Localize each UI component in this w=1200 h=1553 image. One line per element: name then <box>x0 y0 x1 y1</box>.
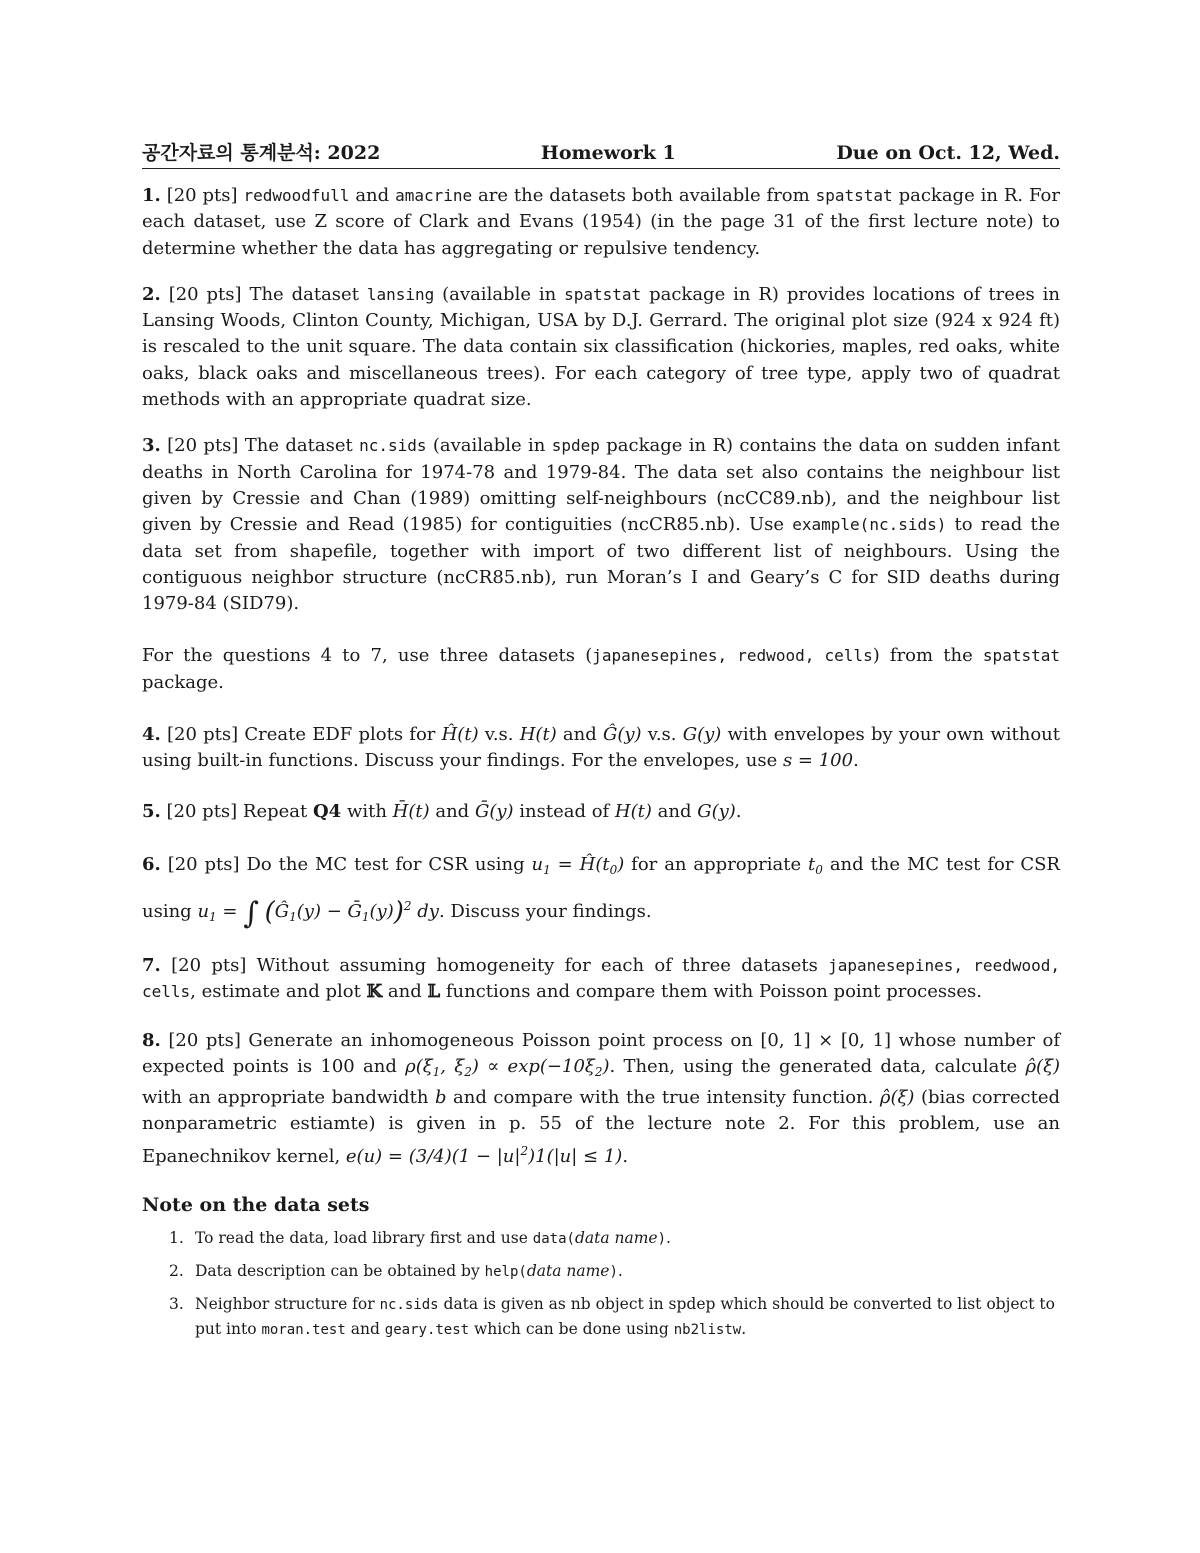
math-h-t: H(t) <box>519 724 557 746</box>
text: . Then, using the generated data, calculate <box>609 1055 1026 1077</box>
text: (available in <box>434 283 565 305</box>
code-snippet: geary.test <box>384 1322 470 1339</box>
text: and compare with the true intensity function. <box>446 1087 880 1109</box>
datasets-intro <box>142 643 1060 696</box>
math-hbar-t: H̄(t) <box>392 800 430 822</box>
math-l-function: 𝕃 <box>427 981 441 1003</box>
code-snippet: ) <box>609 1264 618 1281</box>
dataset-name: lansing <box>366 284 435 304</box>
text: and <box>651 800 698 822</box>
package-name: spatstat <box>815 186 893 205</box>
math-t0: $t_0$ <box>808 853 823 877</box>
dataset-name: cells <box>142 982 191 1002</box>
text: Data description can be obtained by <box>195 1262 485 1281</box>
placeholder-text: data name <box>526 1262 610 1281</box>
text: . <box>735 800 742 822</box>
math-u1-integral: $u_1$ = ∫ ($Ĝ_1(y)$ − Ḡ$_1$(y))$^2$ dy <box>197 895 439 931</box>
text: and <box>349 185 396 206</box>
text: Create EDF plots for <box>238 724 442 746</box>
text: Repeat <box>237 800 313 822</box>
text: and <box>345 1320 385 1339</box>
problem-number: 5. <box>142 800 161 822</box>
dataset-name: reedwood, <box>973 955 1060 975</box>
dataset-name: japanesepines, <box>592 646 728 666</box>
item-number: 2. <box>169 1262 184 1281</box>
text: and the MC test for CSR using <box>142 853 1060 922</box>
problem-number: 2. <box>142 283 161 305</box>
points: [20 pts] <box>168 1029 241 1051</box>
problem-number: 3. <box>142 435 161 457</box>
math-ghat-y: Ĝ(y) <box>602 724 642 746</box>
question-ref: Q4 <box>313 800 342 822</box>
text: , estimate and plot <box>190 981 367 1003</box>
math-kernel: $e(u) = (3/4)(1 - |u|^2)1(|u| \le 1)$ <box>345 1143 623 1167</box>
problem-6 <box>142 847 1060 935</box>
problem-3 <box>142 433 1060 617</box>
package-name: spdep <box>551 436 600 456</box>
code-snippet: example(nc.sids) <box>792 515 947 535</box>
code-snippet: moran.test <box>261 1322 346 1339</box>
text: v.s. <box>478 724 520 746</box>
math-u1-hhat: $u_1$ = $Ĥ(t_0)$ <box>531 853 625 877</box>
text: are the datasets both available from <box>472 185 816 206</box>
text: Neighbor structure for <box>195 1295 380 1314</box>
text: and <box>556 724 603 746</box>
text: functions and compare them with Poisson point processes. <box>440 981 983 1003</box>
math-rhohat: ρ̂(ξ) <box>879 1087 915 1109</box>
course-title: 공간자료의 통계분석: 2022 <box>142 142 381 164</box>
text: Without assuming homogeneity for each of three datasets <box>246 954 829 976</box>
dataset-name: redwoodfull <box>243 186 350 205</box>
dataset-name: redwood, <box>737 646 815 666</box>
list-item <box>142 1259 1060 1284</box>
page-header <box>142 138 1060 169</box>
problem-4 <box>142 722 1060 775</box>
code-snippet: nb2listw <box>673 1322 742 1339</box>
due-date: Due on Oct. 12, Wed. <box>836 142 1060 164</box>
math-k-function: 𝕂 <box>366 981 383 1003</box>
problem-number: 6. <box>142 853 161 875</box>
dataset-name: amacrine <box>395 186 473 205</box>
text: to read the data set from shapefile, together with import of two different list of neighbours. Using the contiguous neighbor structure (ncCR85.nb), run Moran’s I and Geary’s C for SID deaths during 1979-84 (SID79). <box>142 514 1060 615</box>
item-number: 1. <box>169 1229 184 1248</box>
notes-heading: Note on the data sets <box>142 1194 370 1217</box>
math-s-equals: s = 100 <box>782 750 854 772</box>
text: package in R) provides locations of trees in Lansing Woods, Clinton County, Michigan, USA by D.J. Gerrard. The original plot size (924 x 924 ft) is rescaled to the unit square. The data contain six classification (hickories, maples, red oaks, white oaks, black oaks and miscellaneous trees). For each category of tree type, apply two of quadrat methods with an appropriate quadrat size. <box>142 283 1060 411</box>
text: . <box>853 750 859 772</box>
placeholder-text: data name <box>574 1229 658 1248</box>
text: which can be done using <box>469 1320 674 1339</box>
text: and <box>429 800 475 822</box>
math-g-y: G(y) <box>697 800 736 822</box>
text: Do the MC test for CSR using <box>239 853 532 875</box>
text: Generate an inhomogeneous Poisson point process on [0, 1] × [0, 1] whose number of expected points is 100 and <box>142 1029 1060 1077</box>
text: with envelopes by your own without using built-in functions. Discuss your findings. For the envelopes, use <box>142 724 1060 772</box>
text: . Discuss your findings. <box>438 900 652 922</box>
problem-number: 7. <box>142 954 161 976</box>
points: [20 pts] <box>167 853 240 875</box>
problem-8 <box>142 1028 1060 1170</box>
text: For the questions 4 to 7, use three datasets ( <box>142 645 593 667</box>
text: . <box>622 1145 629 1167</box>
math-rho: $\rho(\xi_1$, $\xi_2) \propto \exp(-10\xi_2)$ <box>405 1055 610 1079</box>
problem-7 <box>142 953 1060 1006</box>
text: (bias corrected nonparametric estiamte) is given in p. 55 of the lecture note 2. For this problem, use an Epanechnikov kernel, <box>142 1087 1060 1167</box>
math-h-t: H(t) <box>614 800 652 822</box>
homework-title: Homework 1 <box>540 142 676 164</box>
problem-number: 4. <box>142 724 161 746</box>
dataset-name: cells <box>824 646 873 666</box>
package-name: spatstat <box>982 646 1060 666</box>
list-item <box>142 1226 1060 1251</box>
math-gbar-y: Ḡ(y) <box>474 800 514 822</box>
text: ) from the <box>872 645 983 667</box>
text: The dataset <box>238 435 360 457</box>
text: data is given as nb object in spdep which should be converted to list object to put into <box>195 1295 1055 1339</box>
text: The dataset <box>241 283 367 305</box>
points: [20 pts] <box>167 435 239 457</box>
notes-list <box>142 1226 1060 1342</box>
code-snippet: help( <box>484 1264 527 1281</box>
problem-number: 8. <box>142 1029 161 1051</box>
text: To read the data, load library first and use <box>195 1229 533 1248</box>
math-hhat-t: Ĥ(t) <box>441 724 479 746</box>
item-number: 3. <box>169 1295 184 1314</box>
dataset-name: nc.sids <box>359 436 427 456</box>
text: package. <box>142 671 224 693</box>
code-snippet: nc.sids <box>379 1297 439 1314</box>
points: [20 pts] <box>166 185 238 206</box>
math-b: b <box>435 1087 447 1109</box>
points: [20 pts] <box>166 800 238 822</box>
problem-number: 1. <box>142 185 161 206</box>
list-item <box>142 1292 1060 1342</box>
dataset-name: japanesepines, <box>828 955 963 975</box>
problem-2 <box>142 282 1060 413</box>
text: for an appropriate <box>624 853 809 875</box>
points: [20 pts] <box>167 724 239 746</box>
package-name: spatstat <box>564 284 642 304</box>
text: . <box>741 1320 747 1339</box>
text: package in R. For each dataset, use Z score of Clark and Evans (1954) (in the page 31 of the first lecture note) to determine whether the data has aggregating or repulsive tendency. <box>142 185 1060 259</box>
text: (available in <box>426 435 552 457</box>
problem-5 <box>142 799 1060 825</box>
text: with <box>341 800 393 822</box>
math-g-y: G(y) <box>682 724 722 746</box>
text: v.s. <box>641 724 683 746</box>
problem-1 <box>142 183 1060 262</box>
text: with an appropriate bandwidth <box>142 1087 435 1109</box>
points: [20 pts] <box>171 954 247 976</box>
points: [20 pts] <box>168 283 242 305</box>
text: and <box>382 981 428 1003</box>
homework-page <box>142 138 1060 1342</box>
code-snippet: ) <box>657 1231 667 1248</box>
text: instead of <box>513 800 615 822</box>
text: . <box>666 1229 671 1248</box>
code-snippet: data( <box>532 1231 575 1248</box>
text: . <box>617 1262 623 1281</box>
text: package in R) contains the data on sudden infant deaths in North Carolina for 1974-78 and 1979-84. The data set also contains the neighbour list given by Cressie and Chan (1989) omitting self-neighbours (ncCC89.nb), and the neighbour list given by Cressie and Read (1985) for contiguities (ncCR85.nb). Use <box>142 435 1060 536</box>
math-rhohat: ρ̂(ξ) <box>1025 1055 1061 1077</box>
